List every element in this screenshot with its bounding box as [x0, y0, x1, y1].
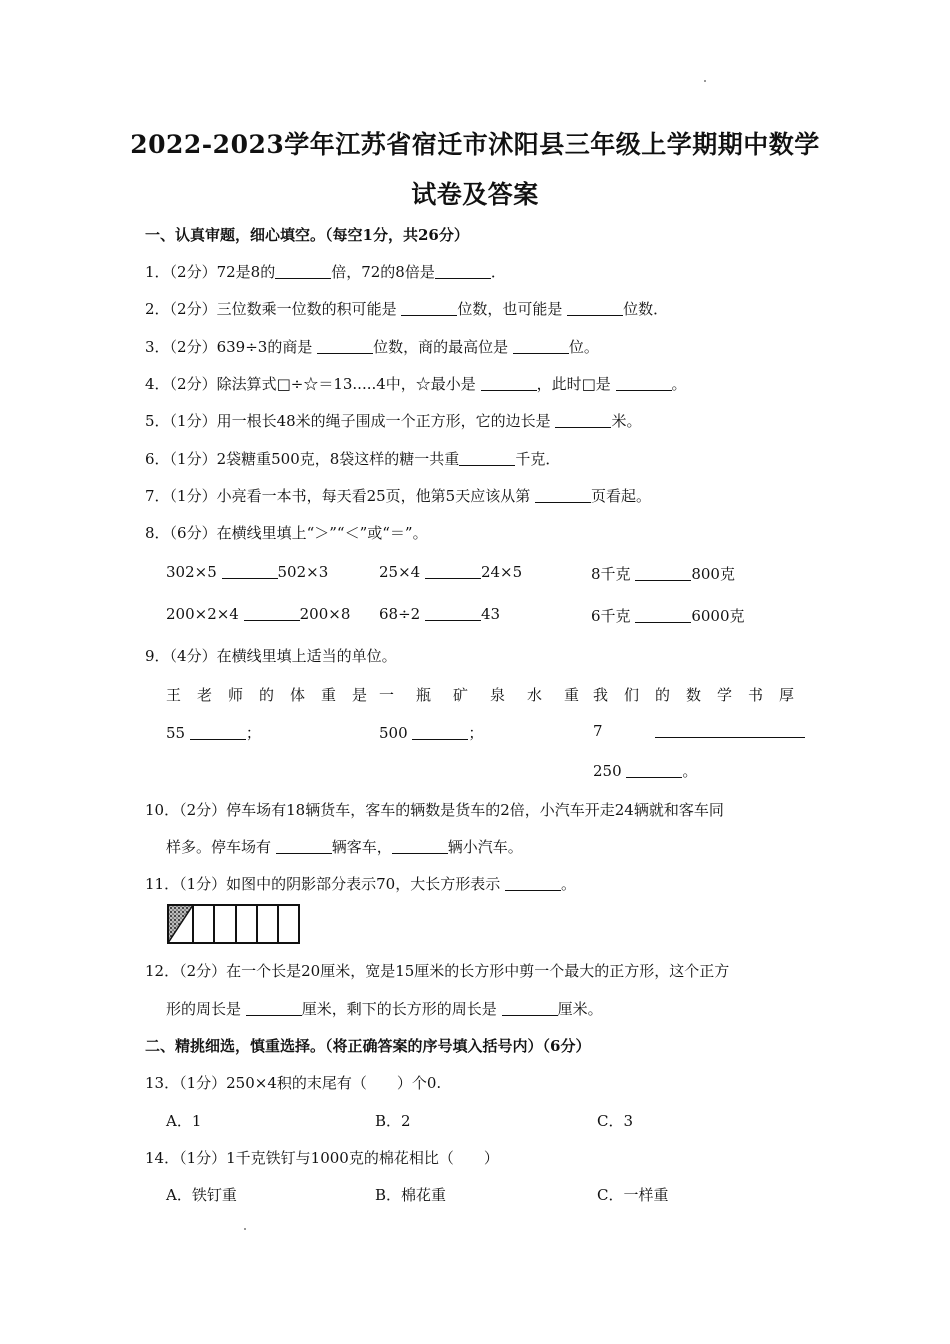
answer-blank[interactable]	[244, 619, 300, 621]
answer-blank[interactable]	[275, 277, 331, 279]
q13-option-b[interactable]: B．2	[375, 1112, 411, 1130]
q8-left: 68÷2	[379, 605, 425, 623]
q9-value: 500	[379, 724, 413, 742]
answer-blank[interactable]	[401, 314, 457, 316]
q8-left: 302×5	[166, 563, 222, 581]
answer-blank[interactable]	[616, 389, 672, 391]
q11-text-a: 11．（1分）如图中的阴影部分表示70，大长方形表示	[145, 875, 505, 893]
answer-blank[interactable]	[535, 501, 591, 503]
q8-right: 6000克	[691, 607, 745, 625]
q12-text-b: 形的周长是	[166, 1000, 246, 1018]
q9-sep: ；	[468, 724, 484, 742]
answer-blank[interactable]	[435, 277, 491, 279]
q12-text-d: 厘米。	[557, 1000, 603, 1018]
q8-left: 25×4	[379, 563, 425, 581]
answer-blank[interactable]	[412, 738, 468, 740]
answer-blank[interactable]	[635, 621, 691, 623]
answer-blank[interactable]	[502, 1014, 558, 1016]
answer-blank[interactable]	[555, 426, 611, 428]
q6-text-a: 6．（1分）2袋糖重500克，8袋这样的糖一共重	[145, 450, 460, 468]
question-14-stem: 14．（1分）1千克铁钉与1000克的棉花相比（ ）	[145, 1149, 499, 1167]
q9-cell-2-label: 一瓶矿泉水重	[379, 686, 602, 704]
q9-cell-4-answer	[593, 760, 697, 781]
q8-right: 502×3	[277, 563, 329, 581]
q2-text-b: 位数，也可能是	[457, 300, 568, 318]
answer-blank[interactable]	[626, 776, 682, 778]
answer-blank[interactable]	[246, 1014, 302, 1016]
answer-blank[interactable]	[222, 577, 278, 579]
q10-text-b: 样多。停车场有	[166, 838, 276, 856]
answer-blank[interactable]	[635, 579, 691, 581]
answer-blank[interactable]	[505, 889, 561, 891]
q14-option-b[interactable]: B．棉花重	[375, 1186, 447, 1204]
question-6	[145, 448, 560, 469]
question-1	[145, 261, 506, 282]
q3-text-c: 位。	[568, 338, 599, 356]
q11-text-b: 。	[561, 875, 577, 893]
question-4	[145, 373, 687, 394]
q8-right: 24×5	[480, 563, 523, 581]
q7-text-b: 页看起。	[591, 487, 652, 505]
q3-text-a: 3．（2分）639÷3的商是	[145, 338, 318, 356]
answer-blank[interactable]	[190, 738, 246, 740]
question-8-stem: 8．（6分）在横线里填上“＞”“＜”或“＝”。	[145, 524, 428, 542]
q8-left: 200×2×4	[166, 605, 244, 623]
q2-text-a: 2．（2分）三位数乘一位数的积可能是	[145, 300, 402, 318]
scan-dot	[244, 1228, 246, 1230]
question-13-stem: 13．（1分）250×4积的末尾有（ ）个0.	[145, 1074, 442, 1092]
q4-text-b: ，此时□是	[536, 375, 616, 393]
question-10-line-2	[166, 836, 523, 857]
q13-option-a[interactable]: A．1	[166, 1112, 202, 1130]
answer-blank[interactable]	[481, 389, 537, 391]
q8-right: 800克	[691, 565, 735, 583]
q9-value: 250	[593, 762, 627, 780]
q9-cell-1-label: 王老师的体重是	[166, 686, 384, 704]
page-title-line-1: 2022-2023学年江苏省宿迁市沭阳县三年级上学期期中数学	[130, 130, 820, 159]
q12-text-c: 厘米，剩下的长方形的周长是	[301, 1000, 502, 1018]
q9-cell-3-long-blank	[655, 722, 805, 740]
section-2-heading: 二、精挑细选，慎重选择。（将正确答案的序号填入括号内）（6分）	[145, 1037, 591, 1055]
q9-cell-3-label: 我们的数学书厚	[593, 686, 811, 704]
q10-text-d: 辆小汽车。	[447, 838, 523, 856]
answer-blank[interactable]	[425, 577, 481, 579]
question-7	[145, 485, 651, 506]
answer-blank[interactable]	[425, 619, 481, 621]
question-12-line-1: 12．（2分）在一个长是20厘米，宽是15厘米的长方形中剪一个最大的正方形，这个正方	[145, 962, 730, 980]
q14-option-a[interactable]: A．铁钉重	[166, 1186, 237, 1204]
q3-text-b: 位数，商的最高位是	[373, 338, 513, 356]
q5-text-a: 5．（1分）用一根长48米的绳子围成一个正方形，它的边长是	[145, 412, 556, 430]
q8-item	[166, 563, 328, 581]
q5-text-b: 米。	[611, 412, 642, 430]
shaded-rectangle-figure	[166, 903, 302, 945]
q9-sep: ；	[245, 724, 261, 742]
question-5	[145, 410, 641, 431]
answer-blank[interactable]	[392, 852, 448, 854]
q1-text-c: ．	[490, 263, 506, 281]
q8-item	[166, 605, 350, 623]
section-1-heading: 一、认真审题，细心填空。（每空1分，共26分）	[145, 226, 469, 244]
q1-text-b: 倍，72的8倍是	[331, 263, 435, 281]
answer-blank[interactable]	[276, 852, 332, 854]
q9-value: 7	[593, 722, 603, 740]
scan-dot	[704, 80, 706, 82]
question-11	[145, 873, 576, 894]
q8-left: 8千克	[591, 565, 636, 583]
q8-item	[379, 563, 522, 581]
question-12-line-2	[166, 998, 603, 1019]
q9-cell-2-answer	[379, 722, 483, 743]
answer-blank[interactable]	[513, 352, 569, 354]
question-2	[145, 298, 668, 319]
q4-text-c: 。	[671, 375, 687, 393]
question-10-line-1: 10．（2分）停车场有18辆货车，客车的辆数是货车的2倍，小汽车开走24辆就和客车同	[145, 801, 724, 819]
q8-item	[591, 563, 735, 584]
answer-blank[interactable]	[317, 352, 373, 354]
q8-right: 43	[480, 605, 501, 623]
answer-blank[interactable]	[459, 464, 515, 466]
q9-cell-1-answer	[166, 722, 261, 743]
q10-text-c: 辆客车，	[331, 838, 392, 856]
q8-left: 6千克	[591, 607, 636, 625]
q9-sep: 。	[682, 762, 698, 780]
q14-option-c[interactable]: C．一样重	[597, 1186, 669, 1204]
q9-value: 55	[166, 724, 190, 742]
q8-right: 200×8	[299, 605, 351, 623]
q2-text-c: 位数．	[623, 300, 669, 318]
answer-blank[interactable]	[655, 736, 805, 738]
question-9-stem: 9．（4分）在横线里填上适当的单位。	[145, 647, 397, 665]
q8-item	[379, 605, 500, 623]
question-3	[145, 336, 599, 357]
answer-blank[interactable]	[567, 314, 623, 316]
q4-text-a: 4．（2分）除法算式□÷☆＝13.....4中，☆最小是	[145, 375, 481, 393]
q13-option-c[interactable]: C．3	[597, 1112, 634, 1130]
page-title-line-2: 试卷及答案	[411, 180, 539, 209]
q7-text-a: 7．（1分）小亮看一本书，每天看25页，他第5天应该从第	[145, 487, 535, 505]
q1-text-a: 1．（2分）72是8的	[145, 263, 276, 281]
q9-cell-3-answer	[593, 722, 603, 740]
q6-text-b: 千克．	[515, 450, 561, 468]
q8-item	[591, 605, 745, 626]
